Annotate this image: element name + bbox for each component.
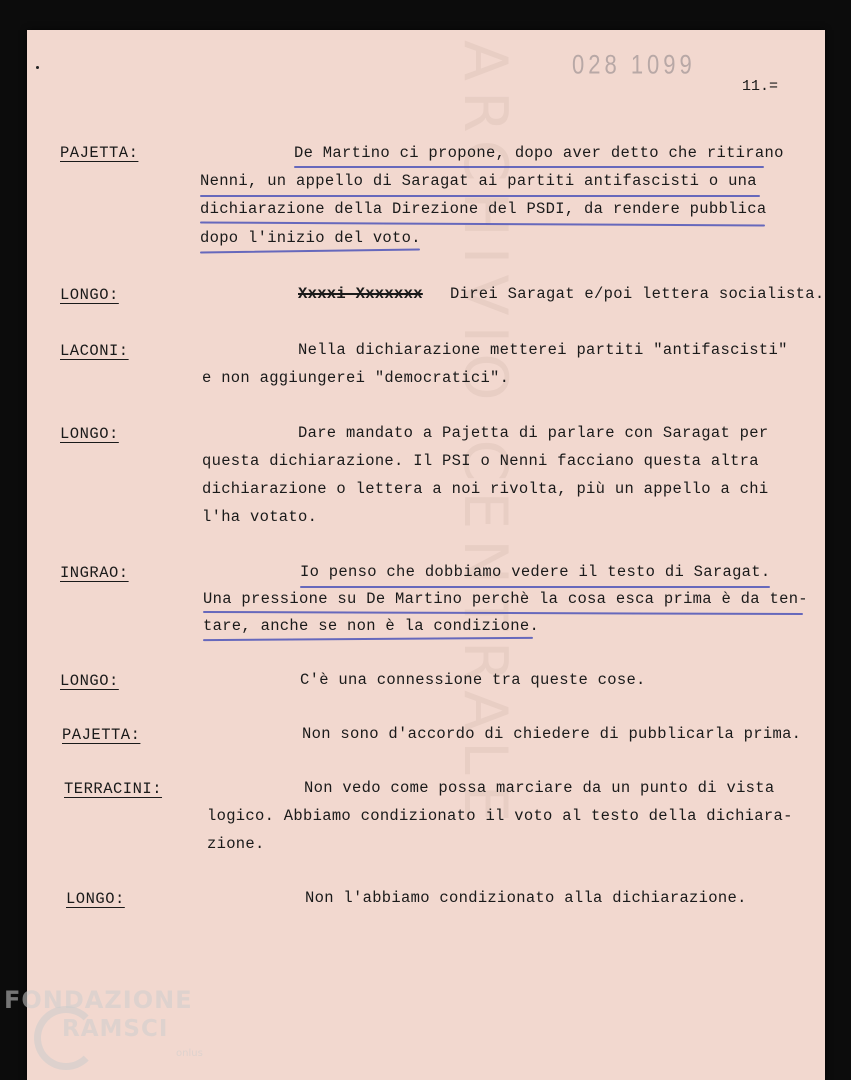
logo-line1: FONDAZIONE	[4, 986, 193, 1014]
speaker-name: LONGO:	[60, 286, 119, 304]
text-line: Nella dichiarazione metterei partiti "antifascisti"	[298, 341, 788, 359]
text-line: Una pressione su De Martino perchè la cosa esca prima è da ten-	[203, 590, 808, 608]
text-line: Non vedo come possa marciare da un punto di vista	[304, 779, 775, 797]
pen-underline	[300, 586, 770, 588]
text-line: zione.	[207, 835, 265, 853]
speaker-name: PAJETTA:	[62, 726, 141, 744]
speaker-name: LACONI:	[60, 342, 129, 360]
text-line: Non sono d'accordo di chiedere di pubblicarla prima.	[302, 725, 802, 743]
page-number: 11.=	[742, 78, 779, 95]
text-line: Dare mandato a Pajetta di parlare con Saragat per	[298, 424, 769, 442]
text-line: Non l'abbiamo condizionato alla dichiarazione.	[305, 889, 747, 907]
text-line: l'ha votato.	[202, 508, 318, 526]
speaker-name: TERRACINI:	[64, 780, 163, 798]
logo-line2: RAMSCI	[62, 1016, 169, 1042]
text-line: Nenni, un appello di Saragat ai partiti antifascisti o una	[200, 172, 757, 190]
speaker-name: LONGO:	[60, 425, 119, 443]
text-line: tare, anche se non è la condizione.	[203, 617, 540, 635]
speaker-name: PAJETTA:	[60, 144, 139, 162]
text-line: dichiarazione o lettera a noi rivolta, più un appello a chi	[202, 480, 769, 498]
archive-number: 028 1099	[572, 49, 696, 80]
struck-text: Xxxxi Xxxxxxx	[298, 285, 423, 303]
text-line: dopo l'inizio del voto.	[200, 229, 421, 247]
text-line: dichiarazione della Direzione del PSDI, da rendere pubblica	[200, 200, 767, 218]
text-line: Direi Saragat e/poi lettera socialista.	[450, 285, 825, 303]
pen-underline	[294, 166, 764, 168]
text-line: e non aggiungerei "democratici".	[202, 369, 510, 387]
speaker-name: LONGO:	[66, 890, 125, 908]
text-line: De Martino ci propone, dopo aver detto che ritirano	[294, 144, 784, 162]
speaker-name: INGRAO:	[60, 564, 129, 582]
text-line: logico. Abbiamo condizionato il voto al testo della dichiara-	[207, 807, 793, 825]
logo-line3: onlus	[176, 1048, 203, 1059]
fondazione-gramsci-logo	[4, 986, 224, 1080]
text-line: C'è una connessione tra queste cose.	[300, 671, 646, 689]
text-line: questa dichiarazione. Il PSI o Nenni facciano questa altra	[202, 452, 759, 470]
page-speck	[36, 66, 39, 69]
pen-underline	[200, 195, 760, 197]
text-line: Io penso che dobbiamo vedere il testo di Saragat.	[300, 563, 771, 581]
speaker-name: LONGO:	[60, 672, 119, 690]
